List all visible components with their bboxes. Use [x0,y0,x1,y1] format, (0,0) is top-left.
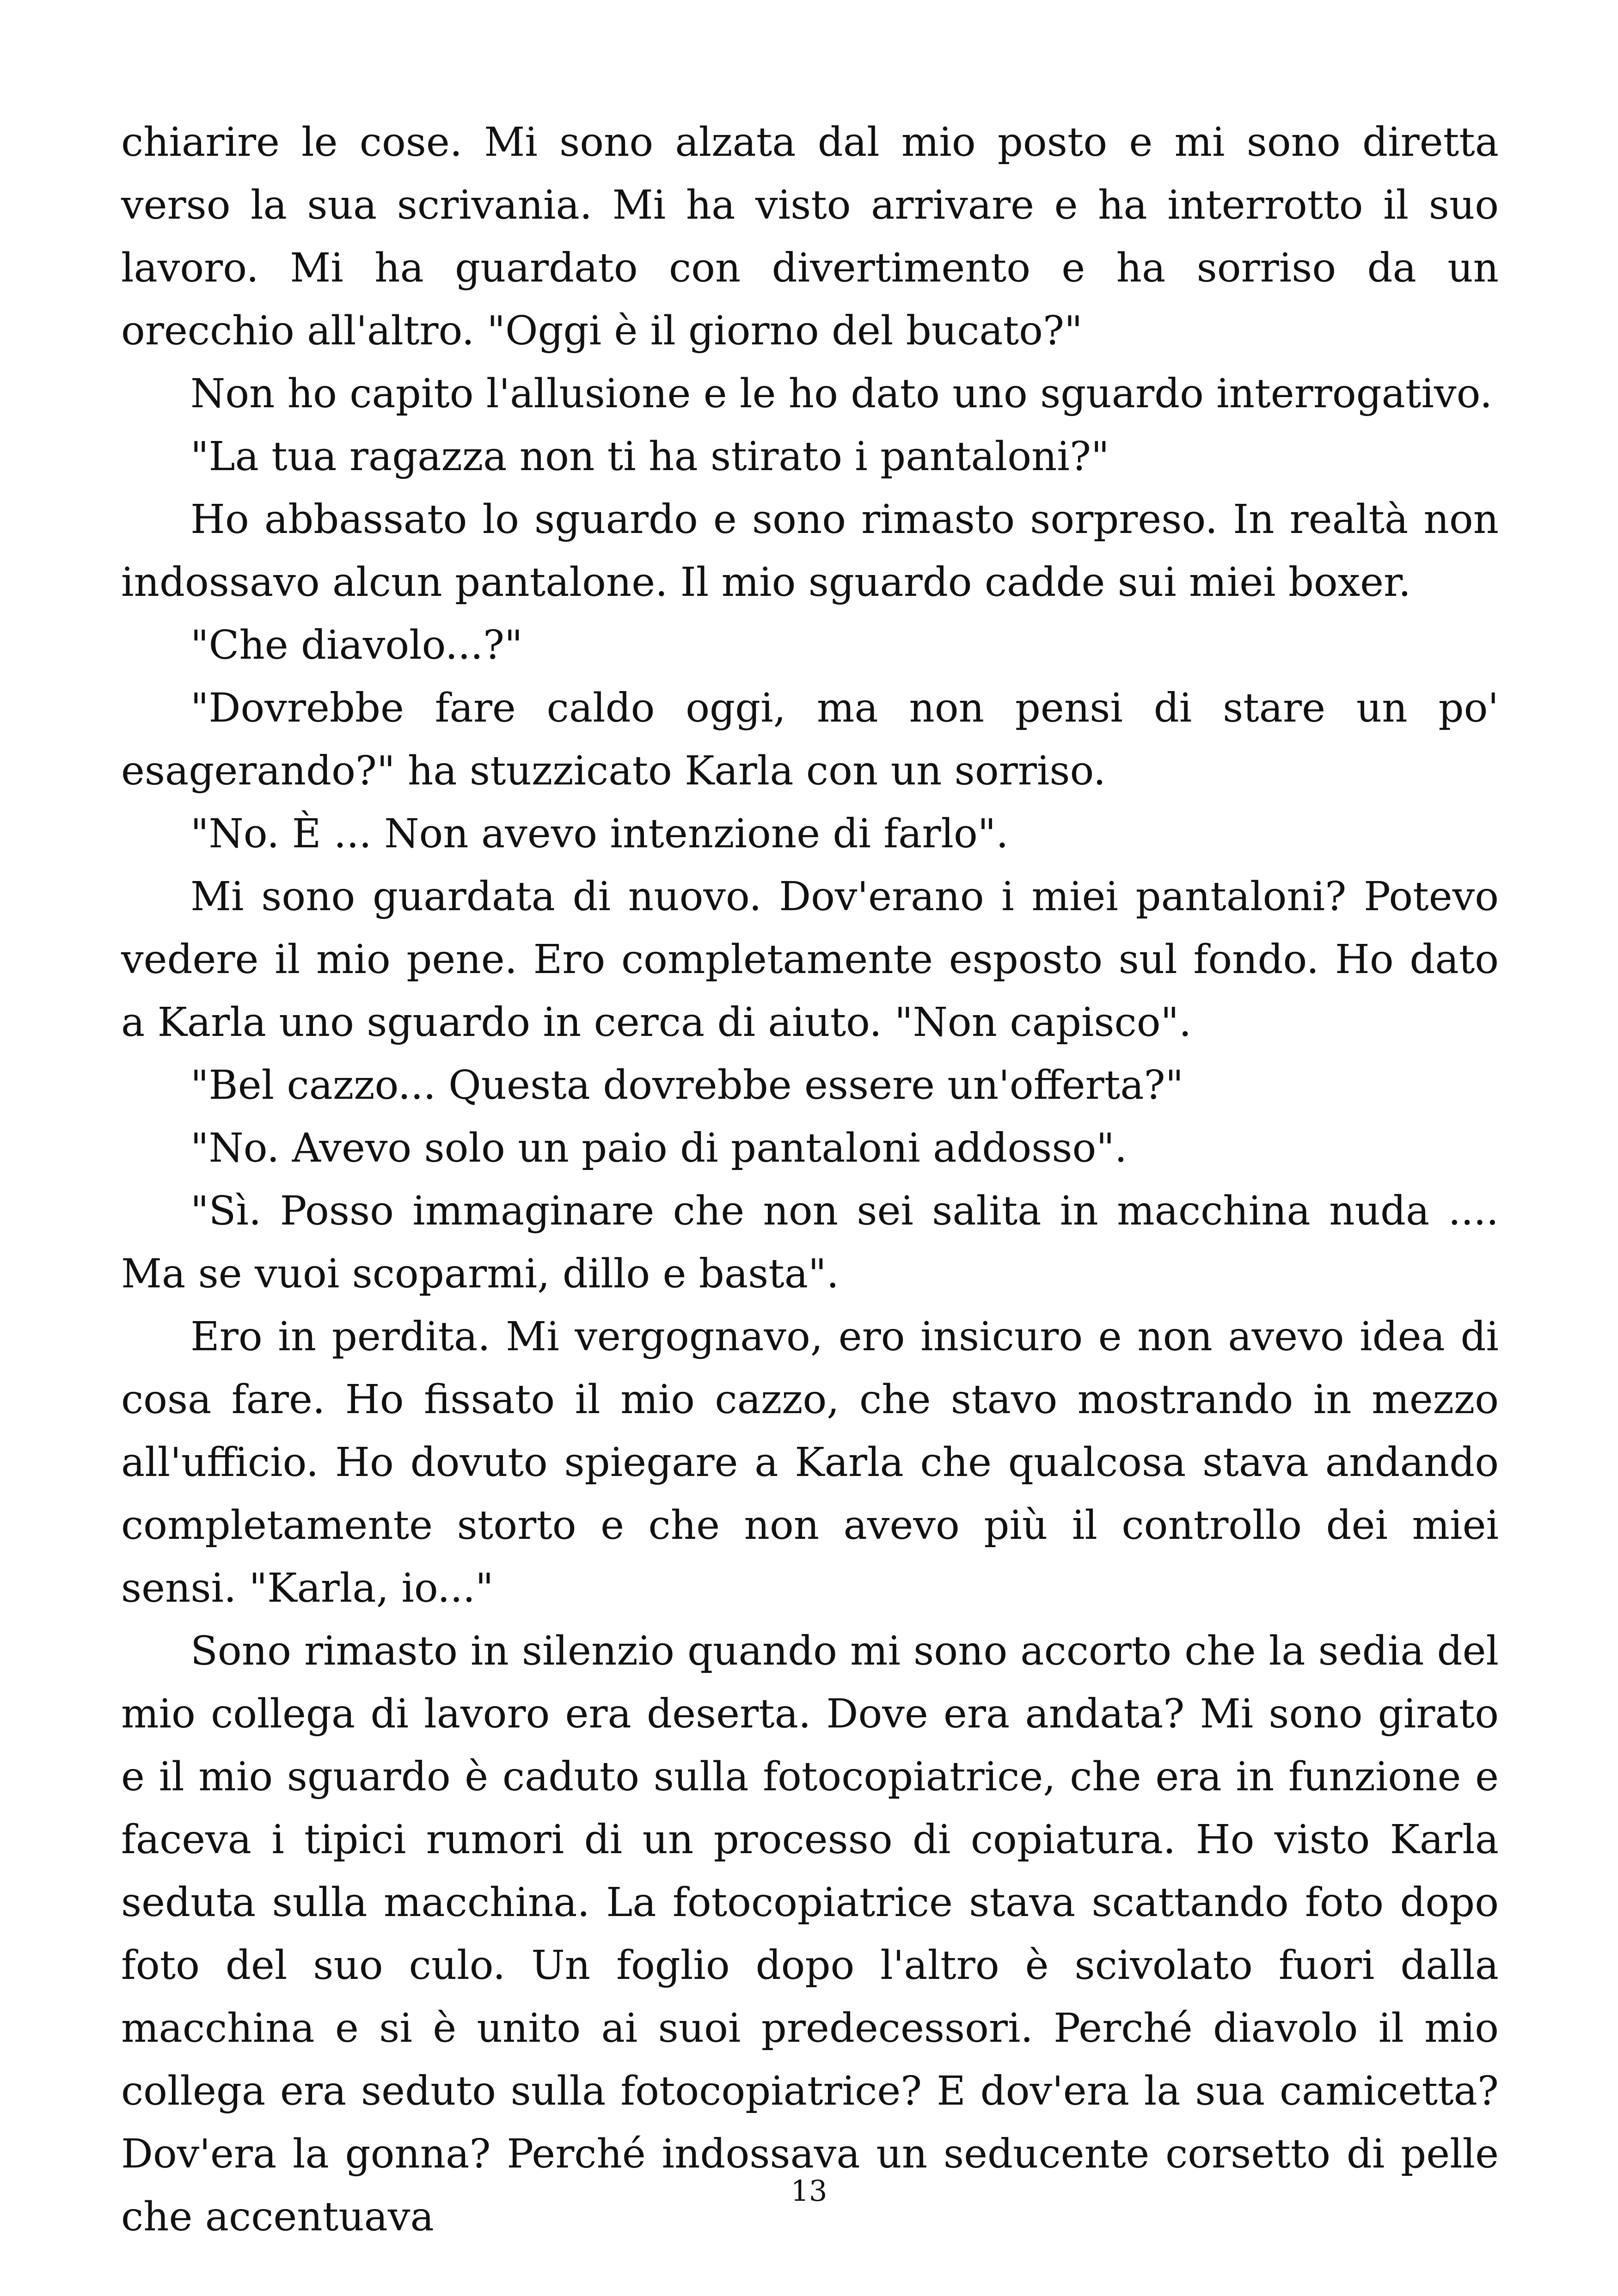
paragraph-4: Ho abbassato lo sguardo e sono rimasto sorpreso. In realtà non indossavo alcun pantalone. Il mio sguardo cadde sui miei boxer. [121,496,1499,606]
body-text [121,111,1499,2248]
paragraph-3: "La tua ragazza non ti ha stirato i pantaloni?" [190,434,1109,480]
paragraph-5: "Che diavolo...?" [190,622,523,668]
paragraph-2: Non ho capito l'allusione e le ho dato uno sguardo interrogativo. [190,371,1493,417]
paragraph-8: Mi sono guardata di nuovo. Dov'erano i miei pantaloni? Potevo vedere il mio pene. Ero completamente esposto sul fondo. Ho dato a Karla uno sguardo in cerca di aiuto. "Non capisco". [121,874,1499,1046]
paragraph-10: "No. Avevo solo un paio di pantaloni addosso". [190,1125,1128,1171]
paragraph-7: "No. È ... Non avevo intenzione di farlo". [190,811,1009,857]
paragraph-6: "Dovrebbe fare caldo oggi, ma non pensi di stare un po' esagerando?" ha stuzzicato Karla con un sorriso. [121,685,1499,794]
paragraph-11: "Sì. Posso immaginare che non sei salita in macchina nuda .... Ma se vuoi scoparmi, dillo e basta". [121,1188,1499,1297]
paragraph-9: "Bel cazzo... Questa dovrebbe essere un'offerta?" [190,1062,1184,1108]
paragraph-13: Sono rimasto in silenzio quando mi sono accorto che la sedia del mio collega di lavoro era deserta. Dove era andata? Mi sono girato e il mio sguardo è caduto sulla fotocopiatrice, che era in funzione e faceva i tipici rumori di un processo di copiatura. Ho visto Karla seduta sulla macchina. La fotocopiatrice stava scattando foto dopo foto del suo culo. Un foglio dopo l'altro è scivolato fuori dalla macchina e si è unito ai suoi predecessori. Perché diavolo il mio collega era seduto sulla fotocopiatrice? E dov'era la sua camicetta? Dov'era la gonna? Perché indossava un seducente corsetto di pelle che accentuava [121,1628,1499,2240]
paragraph-12: Ero in perdita. Mi vergognavo, ero insicuro e non avevo idea di cosa fare. Ho fissato il mio cazzo, che stavo mostrando in mezzo all'ufficio. Ho dovuto spiegare a Karla che qualcosa stava andando completamente storto e che non avevo più il controllo dei miei sensi. "Karla, io..." [121,1314,1499,1611]
paragraph-1: chiarire le cose. Mi sono alzata dal mio posto e mi sono diretta verso la sua scrivania. Mi ha visto arrivare e ha interrotto il suo lavoro. Mi ha guardato con divertimento e ha sorriso da un orecchio all'altro. "Oggi è il giorno del bucato?" [121,119,1499,354]
page-number: 13 [791,2174,827,2208]
